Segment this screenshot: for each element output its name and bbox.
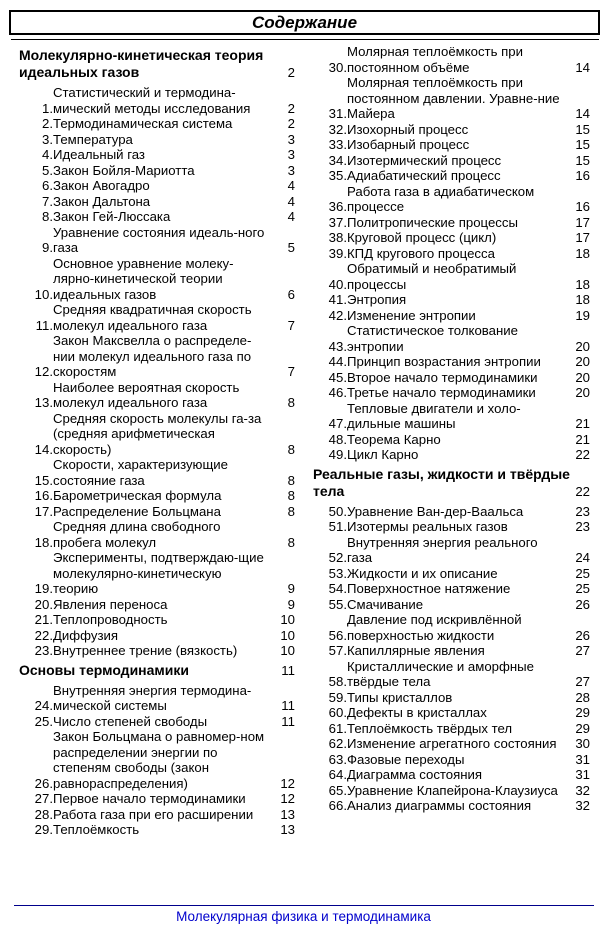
toc-section-heading[interactable] [19, 47, 295, 81]
toc-entry[interactable] [313, 566, 590, 582]
entry-title: Наиболее вероятная скорость молекул идеального газа [53, 379, 240, 410]
section-page-number: 22 [575, 483, 590, 499]
entry-number: 2. [42, 116, 53, 131]
toc-entry[interactable] [313, 370, 590, 386]
entry-title: Цикл Карно [347, 447, 419, 462]
toc-entry[interactable] [313, 519, 590, 535]
entry-number: 11. [35, 317, 53, 333]
entry-page-number: 7 [287, 364, 295, 379]
entry-page-number: 12 [280, 791, 295, 806]
footer-rule [14, 905, 594, 906]
entry-title: Закон Дальтона [53, 193, 151, 209]
entry-title: Дефекты в кристаллах [347, 705, 487, 720]
entry-page-number: 20 [575, 354, 590, 369]
toc-entry[interactable] [19, 791, 295, 807]
entry-page-number: 17 [575, 230, 590, 245]
entry-number: 36. [328, 199, 347, 214]
entry-title: Молярная теплоёмкость при постоянном объёме [347, 44, 523, 75]
toc-entry[interactable] [19, 194, 295, 210]
toc-entry[interactable] [313, 447, 590, 463]
entry-number: 65. [328, 782, 347, 798]
entry-number: 66. [328, 798, 347, 813]
entry-title: Изменение энтропии [347, 307, 476, 323]
toc-entry[interactable] [313, 137, 590, 153]
entry-title: Эксперименты, подтверждаю-щие молекулярно-кинетическую теорию [53, 550, 264, 596]
toc-entry[interactable] [313, 246, 590, 262]
entry-page-number: 3 [287, 162, 295, 178]
entry-title: Поверхностное натяжение [347, 581, 511, 596]
entry-page-number: 19 [575, 307, 590, 323]
entry-page-number: 16 [575, 168, 590, 183]
entry-title: Средняя длина свободного пробега молекул [53, 519, 221, 550]
entry-number: 59. [328, 689, 347, 705]
toc-entry[interactable] [313, 184, 590, 215]
entry-page-number: 23 [575, 519, 590, 534]
entry-title: Типы кристаллов [347, 689, 453, 705]
entry-title: Основное уравнение молеку-лярно-кинетической теории идеальных газов [53, 255, 234, 302]
entry-page-number: 5 [287, 240, 295, 255]
entry-title: Обратимый и необратимый процессы [347, 261, 517, 292]
entry-number: 24. [34, 698, 53, 713]
entry-number: 52. [328, 550, 347, 565]
section-page-number: 11 [281, 662, 295, 678]
entry-title: КПД кругового процесса [347, 245, 495, 261]
entry-number: 12. [34, 364, 53, 379]
entry-number: 55. [328, 596, 347, 612]
toc-entry[interactable] [313, 705, 590, 721]
entry-page-number: 10 [280, 612, 295, 627]
entry-title: Внутренняя энергия реального газа [347, 534, 538, 565]
entry-title: Термодинамическая система [53, 116, 233, 131]
entry-title: Закон Максвелла о распределе-нии молекул идеального газа по скоростям [53, 333, 252, 379]
entry-number: 28. [34, 806, 53, 822]
toc-entry[interactable] [19, 822, 295, 838]
entry-number: 63. [328, 751, 347, 767]
entry-number: 23. [34, 643, 53, 658]
page-title: Содержание [251, 12, 358, 32]
toc-entry[interactable] [19, 147, 295, 163]
entry-number: 22. [34, 627, 53, 643]
entry-title: Второе начало термодинамики [347, 369, 538, 385]
entry-page-number: 8 [287, 534, 295, 550]
toc-entry[interactable] [313, 752, 590, 768]
entry-title: Закон Бойля-Мариотта [53, 162, 195, 178]
toc-entry[interactable] [313, 504, 590, 520]
toc-entry[interactable] [19, 302, 295, 333]
entry-page-number: 8 [287, 488, 295, 503]
entry-page-number: 27 [575, 643, 590, 658]
entry-page-number: 10 [280, 643, 295, 658]
entry-title: Средняя квадратичная скорость молекул идеального газа [53, 302, 252, 333]
entry-number: 33. [328, 137, 347, 152]
section-page-number: 2 [287, 65, 295, 80]
toc-entry[interactable] [19, 209, 295, 225]
toc-entry[interactable] [19, 116, 295, 132]
entry-page-number: 31 [575, 767, 590, 782]
entry-title: Круговой процесс (цикл) [347, 230, 497, 245]
entry-number: 51. [328, 519, 347, 534]
entry-number: 8. [42, 209, 53, 224]
entry-title: Давление под искривлённой поверхностью жидкости [347, 612, 522, 643]
entry-page-number: 9 [287, 596, 295, 612]
toc-entry[interactable] [313, 122, 590, 138]
entry-title: Изотермический процесс [347, 152, 502, 168]
entry-page-number: 14 [575, 59, 590, 75]
entry-title: Теорема Карно [347, 431, 441, 447]
toc-entry[interactable] [19, 550, 295, 597]
entry-page-number: 29 [575, 720, 590, 736]
toc-entry[interactable] [313, 721, 590, 737]
entry-number: 29. [34, 822, 53, 837]
toc-entry[interactable] [313, 690, 590, 706]
entry-page-number: 13 [280, 806, 295, 822]
entry-page-number: 4 [287, 193, 295, 209]
toc-entry[interactable] [313, 798, 590, 814]
entry-title: Закон Авогадро [53, 178, 150, 193]
entry-number: 44. [328, 354, 347, 369]
entry-title: Средняя скорость молекулы га-за (средняя арифметическая скорость) [53, 410, 262, 457]
toc-entry[interactable] [19, 178, 295, 194]
toc-entry[interactable] [19, 132, 295, 148]
entry-page-number: 4 [287, 178, 295, 193]
toc-entry[interactable] [313, 75, 590, 122]
toc-entry[interactable] [19, 612, 295, 628]
title-rule [11, 39, 599, 40]
toc-entry[interactable] [19, 457, 295, 488]
toc-entry[interactable] [313, 581, 590, 597]
toc-entry[interactable] [313, 783, 590, 799]
entry-title: Диаграмма состояния [347, 767, 483, 782]
entry-title: Статистическое толкование энтропии [347, 323, 518, 354]
entry-number: 6. [42, 178, 53, 193]
entry-page-number: 2 [287, 100, 295, 116]
toc-left-column [19, 44, 295, 838]
entry-page-number: 24 [575, 550, 590, 565]
entry-number: 42. [328, 307, 347, 323]
entry-number: 17. [34, 503, 53, 519]
entry-number: 48. [328, 431, 347, 447]
entry-page-number: 8 [287, 441, 295, 457]
entry-page-number: 25 [575, 581, 590, 596]
toc-entry[interactable] [313, 535, 590, 566]
entry-number: 21. [34, 612, 53, 627]
entry-title: Принцип возрастания энтропии [347, 354, 541, 369]
entry-page-number: 10 [280, 627, 295, 643]
entry-page-number: 25 [575, 565, 590, 581]
entry-number: 25. [34, 713, 53, 729]
toc-entry[interactable] [313, 153, 590, 169]
toc-entry[interactable] [19, 729, 295, 791]
entry-page-number: 32 [575, 798, 590, 813]
entry-number: 14. [34, 441, 53, 457]
entry-number: 34. [328, 152, 347, 168]
toc-entry[interactable] [19, 85, 295, 116]
entry-title: Температура [53, 131, 133, 147]
toc-entry[interactable] [313, 292, 590, 308]
toc-section-heading[interactable] [19, 662, 295, 679]
entry-title: Энтропия [347, 292, 407, 307]
entry-number: 16. [34, 488, 53, 503]
entry-number: 39. [328, 245, 347, 261]
entry-number: 40. [328, 276, 347, 292]
toc-entry[interactable] [19, 333, 295, 380]
toc-entry[interactable] [313, 401, 590, 432]
entry-number: 54. [328, 581, 347, 596]
entry-page-number: 3 [287, 131, 295, 147]
entry-page-number: 29 [575, 705, 590, 720]
entry-title: Изобарный процесс [347, 137, 470, 152]
entry-number: 38. [328, 230, 347, 245]
entry-number: 30. [328, 59, 347, 75]
entry-number: 35. [328, 168, 347, 183]
toc-entry[interactable] [19, 519, 295, 550]
toc-entry[interactable] [19, 380, 295, 411]
toc-entry[interactable] [19, 643, 295, 659]
entry-number: 61. [328, 720, 347, 736]
entry-title: Закон Больцмана о равномер-ном распределении энергии по степеням свободы (закон равнораспределения) [53, 729, 265, 791]
toc-entry[interactable] [313, 354, 590, 370]
entry-title: Скорости, характеризующие состояние газа [53, 457, 228, 488]
entry-title: Статистический и термодина-мический методы исследования [53, 85, 251, 116]
toc-entry[interactable] [313, 168, 590, 184]
entry-number: 43. [328, 338, 347, 354]
entry-number: 3. [42, 131, 53, 147]
toc-entry[interactable] [313, 230, 590, 246]
entry-title: Тепловые двигатели и холо-дильные машины [347, 400, 521, 431]
toc-entry[interactable] [19, 504, 295, 520]
entry-page-number: 18 [575, 276, 590, 292]
entry-page-number: 20 [575, 369, 590, 385]
entry-page-number: 8 [287, 503, 295, 519]
entry-title: Внутренняя энергия термодина-мической системы [53, 682, 252, 713]
entry-page-number: 2 [287, 116, 295, 131]
entry-title: Анализ диаграммы состояния [347, 798, 532, 813]
toc-entry[interactable] [19, 714, 295, 730]
entry-page-number: 13 [280, 822, 295, 837]
entry-number: 56. [328, 627, 347, 643]
toc-entry[interactable] [313, 215, 590, 231]
entry-page-number: 16 [575, 199, 590, 214]
entry-title: Кристаллические и аморфные твёрдые тела [347, 658, 534, 689]
entry-title: Фазовые переходы [347, 751, 465, 767]
entry-title: Изотермы реальных газов [347, 519, 508, 534]
entry-number: 31. [328, 106, 347, 121]
entry-number: 62. [328, 736, 347, 751]
toc-entry[interactable] [19, 597, 295, 613]
entry-number: 18. [34, 534, 53, 550]
toc-entry[interactable] [19, 163, 295, 179]
entry-page-number: 12 [280, 775, 295, 791]
page-footer: Молекулярная физика и термодинамика [176, 909, 431, 924]
entry-page-number: 20 [575, 385, 590, 400]
entry-page-number: 8 [287, 472, 295, 488]
entry-title: Барометрическая формула [53, 488, 222, 503]
toc-entry[interactable] [19, 411, 295, 458]
entry-page-number: 28 [575, 689, 590, 705]
toc-entry[interactable] [19, 225, 295, 256]
entry-title: Третье начало термодинамики [347, 385, 536, 400]
entry-page-number: 11 [281, 713, 295, 729]
entry-title: Работа газа при его расширении [53, 806, 254, 822]
entry-page-number: 7 [287, 317, 295, 333]
toc-entry[interactable] [313, 308, 590, 324]
entry-page-number: 15 [575, 152, 590, 168]
toc-entry[interactable] [19, 807, 295, 823]
entry-title: Политропические процессы [347, 214, 518, 230]
entry-title: Уравнение Ван-дер-Ваальса [347, 503, 524, 519]
entry-number: 15. [34, 472, 53, 488]
entry-number: 45. [328, 369, 347, 385]
entry-title: Первое начало термодинамики [53, 791, 246, 806]
entry-number: 9. [42, 240, 53, 255]
toc-entry[interactable] [313, 385, 590, 401]
toc-title-box [9, 10, 600, 35]
entry-number: 41. [328, 292, 347, 307]
entry-number: 46. [328, 385, 347, 400]
entry-title: Теплоёмкость твёрдых тел [347, 720, 513, 736]
entry-number: 20. [34, 596, 53, 612]
entry-title: Число степеней свободы [53, 713, 208, 729]
entry-title: Молярная теплоёмкость при постоянном давлении. Уравне-ние Майера [347, 75, 560, 121]
entry-page-number: 32 [575, 782, 590, 798]
entry-page-number: 6 [287, 286, 295, 302]
entry-page-number: 31 [575, 751, 590, 767]
toc-entry[interactable] [313, 44, 590, 75]
section-title: Реальные газы, жидкости и твёрдые тела [313, 465, 570, 499]
entry-number: 1. [42, 100, 53, 116]
entry-title: Смачивание [347, 596, 424, 612]
entry-title: Распределение Больцмана [53, 503, 221, 519]
entry-number: 4. [42, 147, 53, 162]
entry-page-number: 15 [575, 137, 590, 152]
toc-entry[interactable] [313, 432, 590, 448]
entry-page-number: 18 [575, 292, 590, 307]
toc-right-column [313, 44, 590, 814]
entry-page-number: 4 [287, 209, 295, 224]
toc-entry[interactable] [313, 323, 590, 354]
entry-page-number: 3 [287, 147, 295, 162]
entry-title: Жидкости и их описание [347, 565, 498, 581]
section-title: Молекулярно-кинетическая теория идеальных газов [19, 47, 264, 80]
entry-page-number: 22 [575, 447, 590, 462]
toc-entry[interactable] [313, 597, 590, 613]
entry-page-number: 14 [575, 106, 590, 121]
toc-entry[interactable] [19, 488, 295, 504]
entry-number: 13. [34, 395, 53, 410]
entry-page-number: 18 [575, 245, 590, 261]
entry-number: 47. [328, 416, 347, 431]
toc-entry[interactable] [19, 256, 295, 303]
entry-title: Адиабатический процесс [347, 168, 501, 183]
toc-entry[interactable] [313, 612, 590, 643]
entry-number: 32. [328, 121, 347, 137]
entry-number: 49. [328, 447, 347, 462]
entry-page-number: 27 [575, 674, 590, 689]
entry-page-number: 20 [575, 338, 590, 354]
entry-title: Работа газа в адиабатическом процессе [347, 183, 535, 214]
entry-number: 57. [328, 643, 347, 658]
entry-page-number: 21 [575, 416, 590, 431]
entry-page-number: 30 [575, 736, 590, 751]
entry-page-number: 9 [287, 581, 295, 596]
entry-title: Диффузия [53, 627, 118, 643]
entry-number: 37. [328, 214, 347, 230]
entry-title: Теплоёмкость [53, 822, 140, 837]
entry-title: Изменение агрегатного состояния [347, 736, 557, 751]
entry-number: 7. [42, 193, 53, 209]
entry-page-number: 21 [575, 431, 590, 447]
toc-entry[interactable] [19, 683, 295, 714]
entry-title: Уравнение Клапейрона-Клаузиуса [347, 782, 558, 798]
entry-title: Внутреннее трение (вязкость) [53, 643, 238, 658]
toc-entry[interactable] [313, 261, 590, 292]
entry-number: 5. [42, 162, 53, 178]
toc-entry[interactable] [313, 659, 590, 690]
entry-number: 27. [34, 791, 53, 806]
entry-title: Теплопроводность [53, 612, 168, 627]
toc-entry[interactable] [313, 643, 590, 659]
toc-entry[interactable] [313, 767, 590, 783]
entry-number: 53. [328, 565, 347, 581]
toc-section-heading[interactable] [313, 466, 590, 500]
entry-title: Капиллярные явления [347, 643, 485, 658]
entry-page-number: 11 [281, 698, 295, 713]
entry-title: Изохорный процесс [347, 121, 469, 137]
entry-number: 64. [328, 767, 347, 782]
entry-number: 50. [328, 503, 347, 519]
entry-title: Явления переноса [53, 596, 168, 612]
entry-number: 58. [328, 674, 347, 689]
entry-page-number: 8 [287, 395, 295, 410]
toc-entry[interactable] [313, 736, 590, 752]
entry-number: 10. [34, 286, 53, 302]
entry-title: Закон Гей-Люссака [53, 209, 171, 224]
entry-number: 19. [34, 581, 53, 596]
entry-title: Уравнение состояния идеаль-ного газа [53, 224, 265, 255]
entry-number: 26. [34, 775, 53, 791]
entry-page-number: 15 [575, 121, 590, 137]
entry-page-number: 17 [575, 214, 590, 230]
entry-page-number: 23 [575, 503, 590, 519]
entry-number: 60. [328, 705, 347, 720]
toc-entry[interactable] [19, 628, 295, 644]
section-title: Основы термодинамики [19, 661, 189, 678]
entry-page-number: 26 [575, 596, 590, 612]
entry-title: Идеальный газ [53, 147, 145, 162]
entry-page-number: 26 [575, 627, 590, 643]
